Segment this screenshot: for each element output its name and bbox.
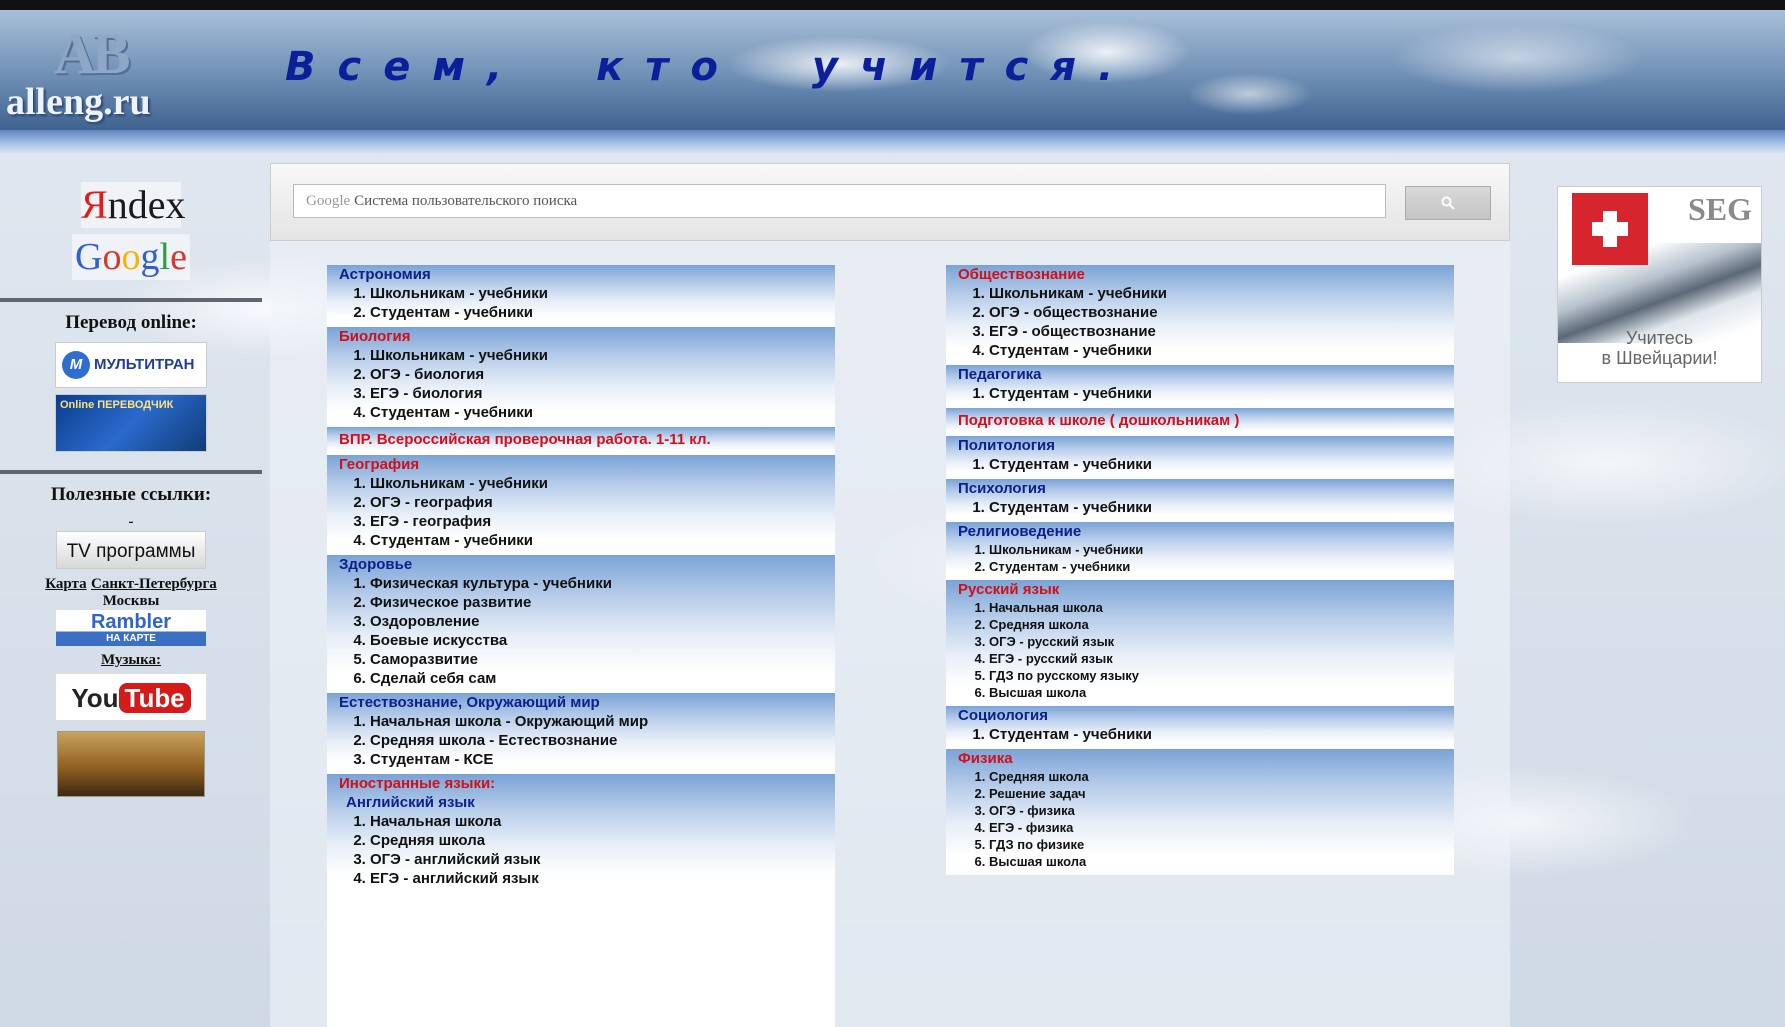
category-block (946, 479, 1454, 522)
category-link[interactable]: 1. Студентам - учебники (989, 455, 1442, 474)
category-link[interactable]: 2. ОГЭ - география (370, 493, 823, 512)
category-link[interactable]: 2. Студентам - учебники (370, 303, 823, 322)
categories-right-column (946, 265, 1454, 875)
promt-label: Online ПЕРЕВОДЧИК (60, 399, 174, 411)
category-link[interactable]: 4. ЕГЭ - русский язык (989, 650, 1442, 667)
category-link[interactable]: 5. ГДЗ по физике (989, 836, 1442, 853)
category-link[interactable]: 1. Школьникам - учебники (989, 541, 1442, 558)
category-link[interactable]: 3. ЕГЭ - география (370, 512, 823, 531)
rambler-label: Rambler (90, 611, 172, 633)
category-block (946, 408, 1454, 436)
category-list (958, 541, 1442, 575)
category-block (327, 774, 835, 893)
promt-banner[interactable] (55, 394, 207, 452)
category-block (327, 265, 835, 327)
yandex-y: Я (81, 182, 108, 227)
category-list (339, 284, 823, 322)
ad-text (1558, 328, 1761, 368)
category-title[interactable]: Религиоведение (958, 523, 1082, 540)
google-letter: l (159, 236, 171, 278)
category-list (958, 384, 1442, 403)
categories-left-column (327, 265, 835, 1027)
left-sidebar (0, 168, 262, 797)
category-link[interactable]: 2. ОГЭ - биология (370, 365, 823, 384)
search-brand: Google (306, 193, 351, 209)
category-link[interactable]: 1. Студентам - учебники (989, 498, 1442, 517)
category-title[interactable]: Политология (958, 437, 1055, 454)
category-title[interactable]: Физика (958, 750, 1013, 767)
category-title[interactable]: Подготовка к школе ( дошкольникам ) (958, 412, 1240, 429)
header-strip (0, 130, 1785, 153)
map-link[interactable]: Карта (45, 576, 87, 592)
dash: - (128, 514, 134, 530)
category-title[interactable]: Обществознание (958, 266, 1085, 283)
category-link[interactable]: 5. Саморазвитие (370, 650, 823, 669)
category-title[interactable]: Здоровье (339, 556, 413, 573)
category-link[interactable]: 2. Средняя школа - Естествознание (370, 731, 823, 750)
logo-ab: AB (54, 21, 127, 86)
google-letter: e (170, 236, 187, 278)
category-subtitle[interactable]: Английский язык (346, 794, 475, 811)
site-slogan: Всем, кто учится. (285, 44, 1136, 90)
category-link[interactable]: 4. Студентам - учебники (370, 403, 823, 422)
search-button[interactable] (1405, 186, 1491, 220)
category-list (339, 712, 823, 769)
category-link[interactable]: 6. Высшая школа (989, 853, 1442, 870)
category-link[interactable]: 2. Средняя школа (370, 831, 823, 850)
search-icon (1441, 196, 1455, 210)
category-link[interactable]: 3. ОГЭ - физика (989, 802, 1442, 819)
youtube-banner[interactable] (55, 673, 207, 721)
category-list (339, 574, 823, 688)
category-list (958, 725, 1442, 744)
category-list (339, 812, 823, 888)
category-link[interactable]: 4. Боевые искусства (370, 631, 823, 650)
category-link[interactable]: 4. ЕГЭ - английский язык (370, 869, 823, 888)
moscow-label: Москвы (102, 593, 160, 609)
category-block (946, 749, 1454, 875)
category-block (946, 365, 1454, 408)
category-block (946, 580, 1454, 706)
category-link[interactable]: 1. Школьникам - учебники (989, 284, 1442, 303)
top-bar (0, 0, 1785, 10)
rambler-map-banner[interactable] (56, 610, 206, 646)
category-title[interactable]: Социология (958, 707, 1048, 724)
sidebar-divider (0, 470, 262, 474)
search-box (270, 163, 1510, 241)
category-block (327, 427, 835, 455)
category-link[interactable]: 1. Начальная школа - Окружающий мир (370, 712, 823, 731)
youtube-you: You (71, 683, 119, 713)
category-link[interactable]: 1. Средняя школа (989, 768, 1442, 785)
category-block (327, 555, 835, 693)
category-link[interactable]: 2. Решение задач (989, 785, 1442, 802)
google-letter: g (140, 236, 160, 278)
category-link[interactable]: 3. ОГЭ - русский язык (989, 633, 1442, 650)
yandex-link[interactable] (81, 182, 186, 228)
category-title[interactable]: Иностранные языки: (339, 775, 496, 792)
category-block (327, 327, 835, 427)
rambler-sub: НА КАРТЕ (106, 633, 156, 644)
category-title[interactable]: География (339, 456, 420, 473)
category-link[interactable]: 3. Студентам - КСЕ (370, 750, 823, 769)
google-letter: o (102, 236, 122, 278)
category-link[interactable]: 1. Начальная школа (989, 599, 1442, 616)
category-block (946, 706, 1454, 749)
multitran-icon: M (62, 351, 90, 379)
category-link[interactable]: 1. Студентам - учебники (989, 384, 1442, 403)
multitran-label: МУЛЬТИТРАН (94, 356, 195, 373)
category-list (958, 455, 1442, 474)
google-letter: G (75, 236, 103, 278)
music-title: Музыка: (100, 652, 162, 668)
category-list (958, 599, 1442, 701)
logo-text: alleng.ru (6, 81, 151, 123)
category-list (339, 346, 823, 422)
category-link[interactable]: 1. Школьникам - учебники (370, 474, 823, 493)
category-block (327, 455, 835, 555)
category-block (946, 522, 1454, 580)
category-link[interactable]: 3. ЕГЭ - биология (370, 384, 823, 403)
category-title[interactable]: ВПР. Всероссийская проверочная работа. 1-11 кл. (339, 431, 711, 448)
swiss-flag-icon (1572, 193, 1648, 265)
switzerland-ad[interactable] (1557, 186, 1762, 383)
category-link[interactable]: 2. Средняя школа (989, 616, 1442, 633)
category-link[interactable]: 1. Начальная школа (370, 812, 823, 831)
tv-label: TV программы (66, 541, 196, 562)
category-list (339, 474, 823, 550)
google-letter: o (121, 236, 141, 278)
category-title[interactable]: Астрономия (339, 266, 431, 283)
sidebar-divider (0, 298, 262, 302)
seg-logo: SEG (1688, 191, 1753, 227)
category-link[interactable]: 5. ГДЗ по русскому языку (989, 667, 1442, 684)
main-content (270, 163, 1510, 1027)
useful-links-title: Полезные ссылки: (50, 484, 212, 505)
category-link[interactable]: 4. Студентам - учебники (370, 531, 823, 550)
category-link[interactable]: 4. Студентам - учебники (989, 341, 1442, 360)
spb-link[interactable]: Санкт-Петербурга (91, 576, 217, 592)
category-link[interactable]: 1. Школьникам - учебники (370, 284, 823, 303)
youtube-tube: Tube (119, 683, 191, 713)
cartoon-banner[interactable] (57, 731, 205, 797)
site-header (0, 10, 1785, 130)
ad-line-2: в Швейцарии! (1601, 348, 1718, 368)
category-title[interactable]: Психология (958, 480, 1046, 497)
translate-title: Перевод online: (65, 312, 197, 333)
category-block (946, 436, 1454, 479)
category-link[interactable]: 6. Высшая школа (989, 684, 1442, 701)
category-link[interactable]: 6. Сделай себя сам (370, 669, 823, 688)
site-logo[interactable] (6, 18, 186, 128)
category-link[interactable]: 1. Студентам - учебники (989, 725, 1442, 744)
category-link[interactable]: 3. Оздоровление (370, 612, 823, 631)
category-link[interactable]: 1. Школьникам - учебники (370, 346, 823, 365)
category-list (958, 768, 1442, 870)
category-link[interactable]: 2. Студентам - учебники (989, 558, 1442, 575)
tv-programs-banner[interactable] (56, 531, 206, 569)
category-link[interactable]: 3. ОГЭ - английский язык (370, 850, 823, 869)
yandex-rest: ndex (107, 182, 186, 227)
category-block (327, 693, 835, 774)
category-link[interactable]: 3. ЕГЭ - обществознание (989, 322, 1442, 341)
search-placeholder: Система пользовательского поиска (354, 193, 578, 209)
google-link[interactable] (72, 234, 190, 280)
category-link[interactable]: 4. ЕГЭ - физика (989, 819, 1442, 836)
multitran-banner[interactable] (55, 342, 207, 388)
category-title[interactable]: Естествознание, Окружающий мир (339, 694, 600, 711)
category-title[interactable]: Биология (339, 328, 411, 345)
category-list (958, 284, 1442, 360)
category-link[interactable]: 2. Физическое развитие (370, 593, 823, 612)
category-list (958, 498, 1442, 517)
ad-line-1: Учитесь (1625, 328, 1694, 348)
search-input[interactable] (293, 184, 1386, 218)
category-title[interactable]: Педагогика (958, 366, 1042, 383)
category-title[interactable]: Русский язык (958, 581, 1060, 598)
category-link[interactable]: 1. Физическая культура - учебники (370, 574, 823, 593)
category-link[interactable]: 2. ОГЭ - обществознание (989, 303, 1442, 322)
category-block (946, 265, 1454, 365)
